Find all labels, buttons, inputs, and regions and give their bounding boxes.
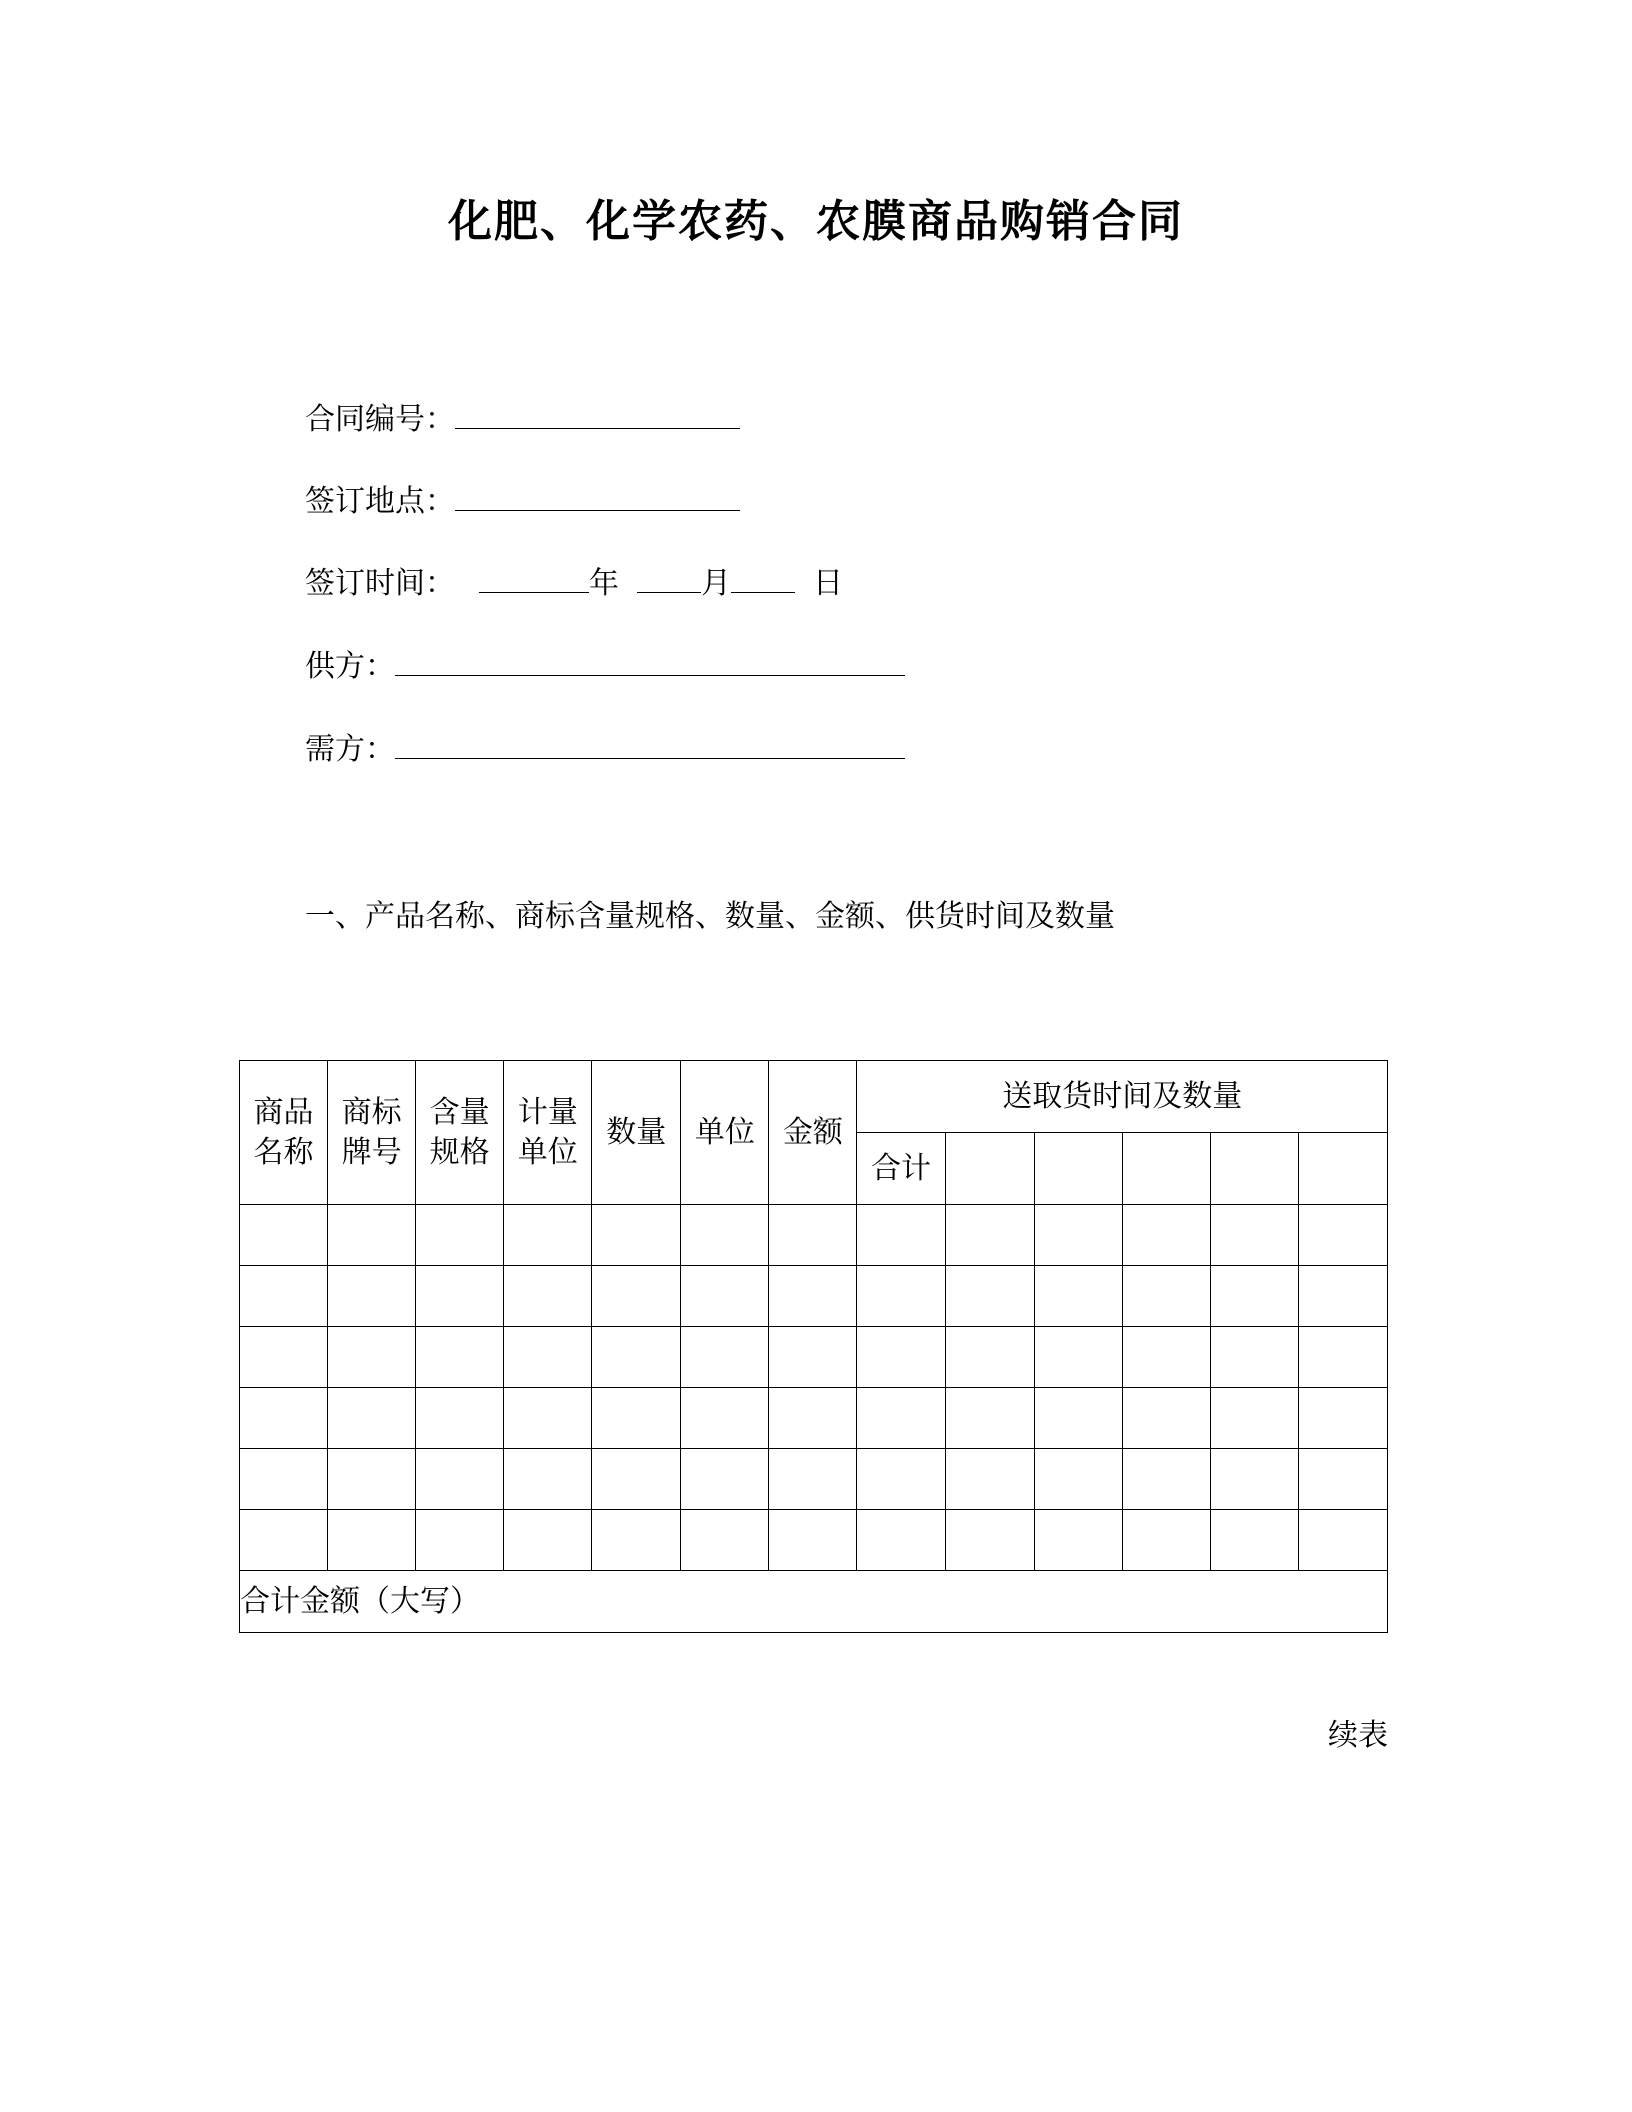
buyer-label: 需方： — [305, 732, 395, 767]
table-cell[interactable] — [945, 1449, 1034, 1510]
header-measure-unit: 计量 单位 — [504, 1061, 592, 1205]
table-cell[interactable] — [945, 1327, 1034, 1388]
table-cell[interactable] — [504, 1510, 592, 1571]
table-cell[interactable] — [1034, 1205, 1122, 1266]
header-unit: 单位 — [681, 1061, 769, 1205]
table-header-row — [240, 1061, 1388, 1133]
table-cell[interactable] — [1034, 1327, 1122, 1388]
table-cell[interactable] — [328, 1205, 416, 1266]
document-title: 化肥、化学农药、农膜商品购销合同 — [448, 196, 1184, 247]
supplier-blank[interactable] — [395, 645, 905, 676]
table-cell[interactable] — [504, 1327, 592, 1388]
table-cell[interactable] — [592, 1266, 681, 1327]
table-cell[interactable] — [1122, 1449, 1210, 1510]
section-heading: 一、产品名称、商标含量规格、数量、金额、供货时间及数量 — [305, 899, 1115, 934]
table-cell[interactable] — [592, 1327, 681, 1388]
table-cell[interactable] — [1034, 1388, 1122, 1449]
table-cell[interactable] — [1034, 1266, 1122, 1327]
table-cell[interactable] — [1298, 1388, 1387, 1449]
month-blank[interactable] — [637, 562, 701, 593]
table-cell[interactable] — [504, 1266, 592, 1327]
table-cell[interactable] — [857, 1510, 945, 1571]
table-cell[interactable] — [592, 1205, 681, 1266]
contract-number-label: 合同编号： — [305, 402, 455, 437]
supplier-field — [305, 645, 905, 687]
table-cell[interactable] — [416, 1388, 504, 1449]
table-cell[interactable] — [1122, 1327, 1210, 1388]
table-cell[interactable] — [416, 1205, 504, 1266]
table-cell[interactable] — [1034, 1510, 1122, 1571]
table-cell[interactable] — [1210, 1205, 1298, 1266]
table-row — [240, 1449, 1388, 1510]
table-row — [240, 1266, 1388, 1327]
table-cell[interactable] — [328, 1388, 416, 1449]
table-cell[interactable] — [504, 1388, 592, 1449]
table-cell[interactable] — [592, 1449, 681, 1510]
table-cell[interactable] — [857, 1205, 945, 1266]
table-cell[interactable] — [1298, 1449, 1387, 1510]
table-cell[interactable] — [945, 1205, 1034, 1266]
table-cell[interactable] — [416, 1266, 504, 1327]
table-row — [240, 1388, 1388, 1449]
table-cell[interactable] — [769, 1449, 857, 1510]
table-cell[interactable] — [1298, 1133, 1387, 1205]
sign-time-field — [305, 562, 843, 604]
table-cell[interactable] — [1122, 1205, 1210, 1266]
continued-label: 续表 — [1328, 1718, 1388, 1753]
table-cell[interactable] — [240, 1266, 328, 1327]
table-cell[interactable] — [1210, 1327, 1298, 1388]
table-cell[interactable] — [769, 1205, 857, 1266]
total-amount-label: 合计金额（大写） — [240, 1583, 480, 1619]
table-cell[interactable] — [1298, 1510, 1387, 1571]
table-cell[interactable] — [592, 1388, 681, 1449]
table-cell[interactable] — [1298, 1266, 1387, 1327]
sign-place-blank[interactable] — [455, 480, 740, 511]
table-cell[interactable] — [1122, 1133, 1210, 1205]
table-cell[interactable] — [681, 1510, 769, 1571]
table-cell[interactable] — [769, 1510, 857, 1571]
table-cell[interactable] — [857, 1449, 945, 1510]
table-row — [240, 1205, 1388, 1266]
table-cell[interactable] — [328, 1510, 416, 1571]
day-label: 日 — [813, 566, 843, 601]
sign-place-label: 签订地点： — [305, 484, 455, 519]
table-cell[interactable] — [1210, 1449, 1298, 1510]
table-cell[interactable] — [769, 1327, 857, 1388]
table-row — [240, 1510, 1388, 1571]
header-delivery-total: 合计 — [857, 1133, 945, 1205]
table-cell[interactable] — [945, 1266, 1034, 1327]
table-cell[interactable] — [681, 1388, 769, 1449]
table-cell[interactable] — [857, 1266, 945, 1327]
header-quantity: 数量 — [592, 1061, 681, 1205]
supplier-label: 供方： — [305, 649, 395, 684]
table-cell[interactable] — [416, 1327, 504, 1388]
table-cell[interactable] — [1122, 1266, 1210, 1327]
table-cell[interactable] — [1034, 1133, 1122, 1205]
table-cell[interactable] — [857, 1327, 945, 1388]
table-cell[interactable] — [1210, 1388, 1298, 1449]
buyer-field — [305, 728, 905, 770]
month-label: 月 — [701, 566, 731, 601]
table-cell[interactable] — [416, 1449, 504, 1510]
table-cell[interactable] — [1298, 1205, 1387, 1266]
year-label: 年 — [589, 566, 619, 601]
table-cell[interactable] — [769, 1266, 857, 1327]
table-row — [240, 1327, 1388, 1388]
table-cell[interactable] — [945, 1133, 1034, 1205]
contract-number-blank[interactable] — [455, 398, 740, 429]
table-cell[interactable] — [240, 1388, 328, 1449]
table-cell[interactable] — [681, 1205, 769, 1266]
table-cell[interactable] — [1210, 1133, 1298, 1205]
header-content-spec: 含量 规格 — [416, 1061, 504, 1205]
table-cell[interactable] — [1210, 1266, 1298, 1327]
table-cell[interactable] — [240, 1327, 328, 1388]
table-cell[interactable] — [1034, 1449, 1122, 1510]
table-cell[interactable] — [592, 1510, 681, 1571]
buyer-blank[interactable] — [395, 728, 905, 759]
table-cell[interactable] — [1210, 1510, 1298, 1571]
table-cell[interactable] — [240, 1510, 328, 1571]
header-product-name: 商品 名称 — [240, 1061, 328, 1205]
table-cell[interactable] — [1122, 1388, 1210, 1449]
total-amount-cell[interactable] — [240, 1571, 1388, 1633]
table-cell[interactable] — [945, 1388, 1034, 1449]
table-cell[interactable] — [416, 1510, 504, 1571]
table-cell[interactable] — [328, 1327, 416, 1388]
total-amount-row — [240, 1571, 1388, 1633]
header-amount: 金额 — [769, 1061, 857, 1205]
sign-place-field — [305, 480, 740, 522]
table-cell[interactable] — [769, 1388, 857, 1449]
table-cell[interactable] — [1298, 1327, 1387, 1388]
table-cell[interactable] — [240, 1449, 328, 1510]
sign-time-label: 签订时间： — [305, 566, 455, 601]
header-brand: 商标 牌号 — [328, 1061, 416, 1205]
header-delivery: 送取货时间及数量 — [857, 1061, 1388, 1133]
table-cell[interactable] — [328, 1266, 416, 1327]
day-blank[interactable] — [731, 562, 795, 593]
table-cell[interactable] — [681, 1449, 769, 1510]
contract-number-field — [305, 398, 740, 440]
table-cell[interactable] — [504, 1205, 592, 1266]
year-blank[interactable] — [479, 562, 589, 593]
table-cell[interactable] — [945, 1510, 1034, 1571]
goods-table — [239, 1060, 1388, 1633]
table-cell[interactable] — [328, 1449, 416, 1510]
table-cell[interactable] — [1122, 1510, 1210, 1571]
table-cell[interactable] — [504, 1449, 592, 1510]
table-cell[interactable] — [681, 1327, 769, 1388]
table-cell[interactable] — [240, 1205, 328, 1266]
table-cell[interactable] — [681, 1266, 769, 1327]
table-cell[interactable] — [857, 1388, 945, 1449]
